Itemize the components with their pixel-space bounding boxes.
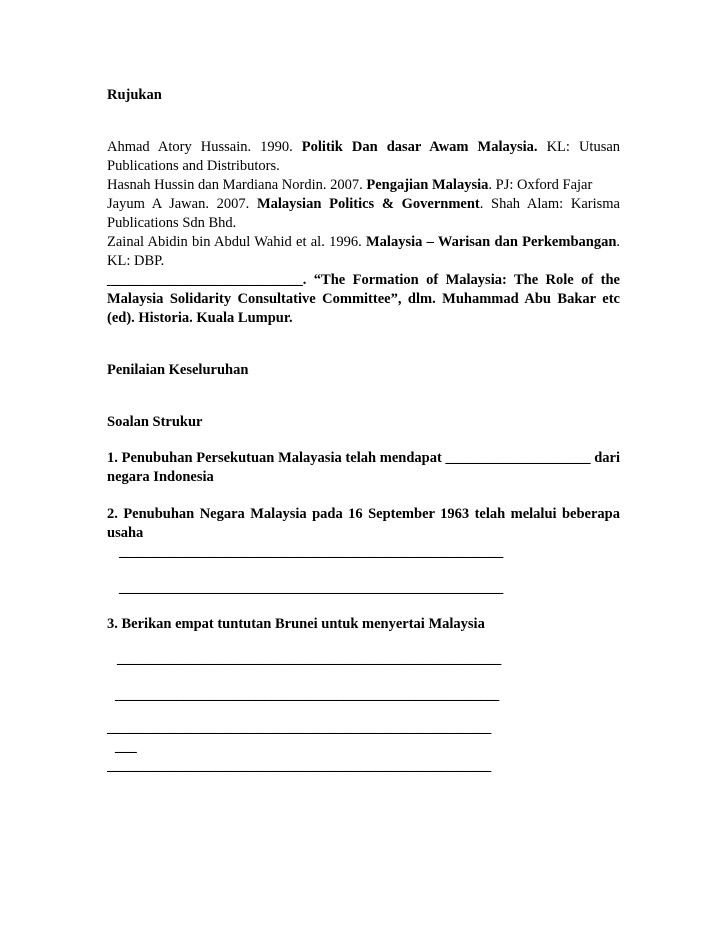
question-2 <box>107 505 620 598</box>
reference-4-line1 <box>107 233 620 252</box>
ref2-publisher: . PJ: Oxford Fajar <box>488 177 593 193</box>
heading-soalan: Soalan Strukur <box>107 414 203 430</box>
answer-line[interactable]: _____________________________________________________ <box>115 687 500 703</box>
heading-rujukan: Rujukan <box>107 87 162 103</box>
document-page <box>107 84 620 776</box>
reference-3-line2: Publications Sdn Bhd. <box>107 215 237 231</box>
ref1-title: Politik Dan dasar Awam Malaysia. <box>301 139 538 155</box>
question-2-line1: 2. Penubuhan Negara Malaysia pada 16 September 1963 telah melalui beberapa <box>107 506 620 522</box>
question-1-line1: 1. Penubuhan Persekutuan Malayasia telah mendapat ____________________ dari <box>107 450 620 466</box>
question-3 <box>107 615 620 776</box>
answer-line[interactable]: _____________________________________________________ <box>107 720 492 736</box>
answer-line[interactable]: _____________________________________________________ <box>107 758 492 774</box>
ref1-publisher: KL: Utusan <box>546 139 621 155</box>
reference-2 <box>107 176 620 195</box>
reference-5-line2: Malaysia Solidarity Consultative Committee”, dlm. Muhammad Abu Bakar etc <box>107 291 620 307</box>
question-2-line2: usaha <box>107 525 144 541</box>
ref4-author: Zainal Abidin bin Abdul Wahid et al. 1996. <box>107 234 362 250</box>
ref2-title: Pengajian Malaysia <box>366 177 489 193</box>
answer-line[interactable]: _____________________________________________________ <box>119 580 504 596</box>
ref4-end: . <box>616 234 621 250</box>
reference-5-line3: (ed). Historia. Kuala Lumpur. <box>107 310 293 326</box>
ref2-author: Hasnah Hussin dan Mardiana Nordin. 2007. <box>107 177 363 193</box>
question-3-line1: 3. Berikan empat tuntutan Brunei untuk menyertai Malaysia <box>107 616 485 632</box>
answer-line[interactable]: _____________________________________________________ <box>119 544 504 560</box>
reference-list <box>107 138 620 328</box>
ref4-title: Malaysia – Warisan dan Perkembangan <box>365 234 617 250</box>
answer-line-short[interactable]: ___ <box>115 739 137 755</box>
ref3-author: Jayum A Jawan. 2007. <box>107 196 250 212</box>
question-1 <box>107 449 620 487</box>
ref1-author: Ahmad Atory Hussain. 1990. <box>107 139 293 155</box>
answer-line[interactable]: _____________________________________________________ <box>117 651 502 667</box>
reference-5-line1: ___________________________. “The Formation of Malaysia: The Role of the <box>107 272 620 288</box>
question-1-line2: negara Indonesia <box>107 469 214 485</box>
reference-1-line2: Publications and Distributors. <box>107 158 280 174</box>
reference-1-line1 <box>107 138 620 157</box>
reference-3-line1 <box>107 195 620 214</box>
heading-penilaian: Penilaian Keseluruhan <box>107 362 249 378</box>
ref3-title: Malaysian Politics & Government <box>256 196 480 212</box>
ref3-publisher: . Shah Alam: Karisma <box>479 196 620 212</box>
reference-4-line2: KL: DBP. <box>107 253 165 269</box>
